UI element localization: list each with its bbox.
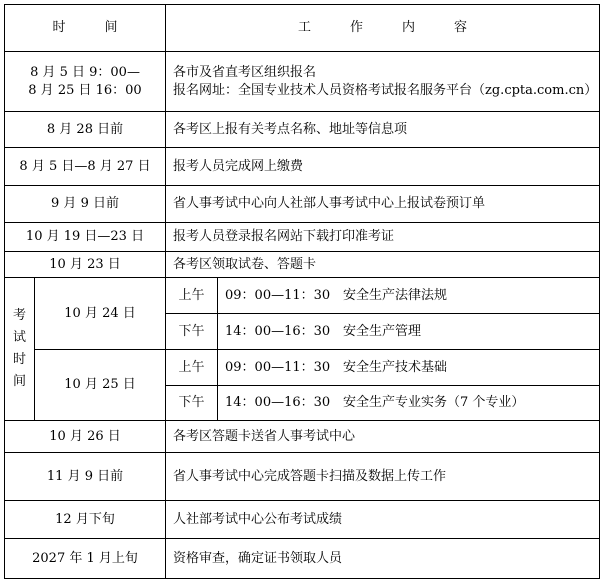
time-cell: 8 月 5 日—8 月 27 日	[5, 148, 166, 186]
work-cell: 各考区上报有关考点名称、地址等信息项	[166, 112, 600, 148]
work-cell: 省人事考试中心完成答题卡扫描及数据上传工作	[166, 453, 600, 501]
session-subject: 安全生产法律法规	[343, 287, 448, 303]
table-row	[5, 539, 600, 579]
time-cell: 10 月 26 日	[5, 421, 166, 453]
work-cell: 各考区答题卡送省人事考试中心	[166, 421, 600, 453]
work-line: 报名网址：全国专业技术人员资格考试报名服务平台（zg.cpta.com.cn）	[173, 82, 598, 98]
table-row	[5, 112, 600, 148]
exam-session-row	[5, 278, 600, 314]
session-time: 14：00—16：30	[225, 395, 331, 410]
session-period: 上午	[166, 350, 218, 386]
time-cell: 12 月下旬	[5, 501, 166, 539]
time-cell: 10 月 23 日	[5, 252, 166, 278]
session-detail	[218, 314, 600, 350]
time-cell: 10 月 19 日—23 日	[5, 223, 166, 252]
work-cell: 报考人员登录报名网站下载打印准考证	[166, 223, 600, 252]
session-detail	[218, 386, 600, 421]
session-time: 09：00—11：30	[225, 359, 331, 375]
exam-time-label: 考 试 时 间	[5, 278, 35, 421]
time-line: 8 月 25 日 16：00	[28, 82, 142, 98]
header-work: 工 作 内 容	[166, 5, 600, 52]
exam-schedule-table	[4, 4, 600, 579]
session-period: 上午	[166, 278, 218, 314]
exam-date: 10 月 24 日	[35, 278, 166, 350]
table-row	[5, 223, 600, 252]
header-row	[5, 5, 600, 52]
table-row	[5, 148, 600, 186]
work-cell: 各考区领取试卷、答题卡	[166, 252, 600, 278]
table-row	[5, 453, 600, 501]
time-cell: 2027 年 1 月上旬	[5, 539, 166, 579]
work-cell: 报考人员完成网上缴费	[166, 148, 600, 186]
exam-session-row	[5, 350, 600, 386]
session-period: 下午	[166, 386, 218, 421]
session-subject: 安全生产技术基础	[343, 359, 448, 375]
work-line: 各市及省直考区组织报名	[173, 64, 317, 80]
work-cell	[166, 52, 600, 112]
work-cell: 人社部考试中心公布考试成绩	[166, 501, 600, 539]
work-cell: 省人事考试中心向人社部人事考试中心上报试卷预订单	[166, 186, 600, 223]
session-time: 14：00—16：30	[225, 323, 331, 339]
session-subject: 安全生产专业实务（7 个专业）	[343, 395, 525, 410]
table-row	[5, 52, 600, 112]
session-period: 下午	[166, 314, 218, 350]
table-row	[5, 186, 600, 223]
header-time: 时 间	[5, 5, 166, 52]
session-detail	[218, 278, 600, 314]
time-line: 8 月 5 日 9：00—	[30, 64, 140, 80]
table-row	[5, 421, 600, 453]
session-subject: 安全生产管理	[343, 323, 422, 339]
table-row	[5, 252, 600, 278]
time-cell	[5, 52, 166, 112]
session-detail	[218, 350, 600, 386]
exam-date: 10 月 25 日	[35, 350, 166, 421]
time-cell: 11 月 9 日前	[5, 453, 166, 501]
session-time: 09：00—11：30	[225, 287, 331, 303]
work-cell: 资格审查，确定证书领取人员	[166, 539, 600, 579]
table-row	[5, 501, 600, 539]
time-cell: 9 月 9 日前	[5, 186, 166, 223]
time-cell: 8 月 28 日前	[5, 112, 166, 148]
